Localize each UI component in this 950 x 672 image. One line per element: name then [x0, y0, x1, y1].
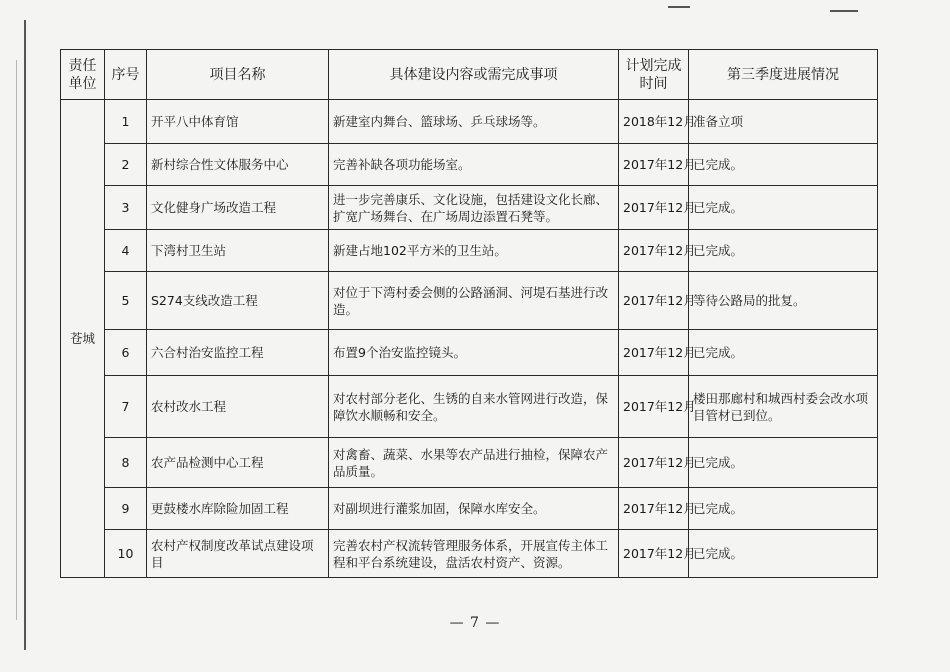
header-row: [61, 50, 878, 100]
content-cell: 对农村部分老化、生锈的自来水管网进行改造，保障饮水顺畅和安全。: [329, 376, 619, 438]
deadline-cell: 2018年12月: [619, 100, 689, 144]
project-name-cell: 六合村治安监控工程: [147, 330, 329, 376]
seq-cell: 10: [105, 530, 147, 578]
scan-mark: [830, 10, 858, 12]
table-row: [61, 376, 878, 438]
seq-cell: 9: [105, 488, 147, 530]
seq-cell: 5: [105, 272, 147, 330]
table-row: [61, 144, 878, 186]
project-name-cell: 开平八中体育馆: [147, 100, 329, 144]
deadline-cell: 2017年12月: [619, 186, 689, 230]
content-cell: 新建占地102平方米的卫生站。: [329, 230, 619, 272]
project-name-cell: 农产品检测中心工程: [147, 438, 329, 488]
seq-cell: 7: [105, 376, 147, 438]
table-row: [61, 100, 878, 144]
content-cell: 新建室内舞台、篮球场、乒乓球场等。: [329, 100, 619, 144]
content-cell: 对禽畜、蔬菜、水果等农产品进行抽检，保障农产品质量。: [329, 438, 619, 488]
progress-cell: 已完成。: [689, 144, 878, 186]
progress-cell: 已完成。: [689, 488, 878, 530]
header-seq: 序号: [105, 50, 147, 100]
progress-cell: 等待公路局的批复。: [689, 272, 878, 330]
table-row: [61, 186, 878, 230]
progress-cell: 已完成。: [689, 186, 878, 230]
deadline-cell: 2017年12月: [619, 438, 689, 488]
header-name: 项目名称: [147, 50, 329, 100]
progress-cell: 已完成。: [689, 330, 878, 376]
progress-cell: 楼田那廊村和城西村委会改水项目管材已到位。: [689, 376, 878, 438]
table-row: [61, 488, 878, 530]
deadline-cell: 2017年12月: [619, 376, 689, 438]
table-row: [61, 530, 878, 578]
project-name-cell: 新村综合性文体服务中心: [147, 144, 329, 186]
header-deadline: 计划完成时间: [619, 50, 689, 100]
seq-cell: 6: [105, 330, 147, 376]
project-name-cell: 农村产权制度改革试点建设项目: [147, 530, 329, 578]
table-row: [61, 230, 878, 272]
header-content: 具体建设内容或需完成事项: [329, 50, 619, 100]
project-name-cell: 更鼓楼水库除险加固工程: [147, 488, 329, 530]
scan-left-border: [24, 20, 26, 650]
content-cell: 进一步完善康乐、文化设施，包括建设文化长廊、扩宽广场舞台、在广场周边添置石凳等。: [329, 186, 619, 230]
project-table: [60, 49, 878, 578]
deadline-cell: 2017年12月: [619, 488, 689, 530]
progress-cell: 已完成。: [689, 230, 878, 272]
seq-cell: 2: [105, 144, 147, 186]
content-cell: 完善补缺各项功能场室。: [329, 144, 619, 186]
deadline-cell: 2017年12月: [619, 330, 689, 376]
table-row: [61, 438, 878, 488]
content-cell: 完善农村产权流转管理服务体系，开展宣传主体工程和平台系统建设，盘活农村资产、资源。: [329, 530, 619, 578]
progress-cell: 已完成。: [689, 530, 878, 578]
content-cell: 对位于下湾村委会侧的公路涵洞、河堤石基进行改造。: [329, 272, 619, 330]
progress-cell: 准备立项: [689, 100, 878, 144]
header-unit: 责任单位: [61, 50, 105, 100]
table-row: [61, 330, 878, 376]
responsible-unit-cell: 苍城: [61, 100, 105, 578]
deadline-cell: 2017年12月: [619, 144, 689, 186]
deadline-cell: 2017年12月: [619, 530, 689, 578]
deadline-cell: 2017年12月: [619, 230, 689, 272]
content-cell: 布置9个治安监控镜头。: [329, 330, 619, 376]
seq-cell: 1: [105, 100, 147, 144]
progress-cell: 已完成。: [689, 438, 878, 488]
project-name-cell: 下湾村卫生站: [147, 230, 329, 272]
scan-mark: [668, 6, 690, 8]
page-number: — 7 —: [449, 615, 501, 631]
deadline-cell: 2017年12月: [619, 272, 689, 330]
project-name-cell: 文化健身广场改造工程: [147, 186, 329, 230]
content-cell: 对副坝进行灌浆加固，保障水库安全。: [329, 488, 619, 530]
header-progress: 第三季度进展情况: [689, 50, 878, 100]
table-row: [61, 272, 878, 330]
scan-left-shadow: [16, 60, 17, 620]
project-name-cell: 农村改水工程: [147, 376, 329, 438]
seq-cell: 3: [105, 186, 147, 230]
seq-cell: 4: [105, 230, 147, 272]
seq-cell: 8: [105, 438, 147, 488]
project-name-cell: S274支线改造工程: [147, 272, 329, 330]
